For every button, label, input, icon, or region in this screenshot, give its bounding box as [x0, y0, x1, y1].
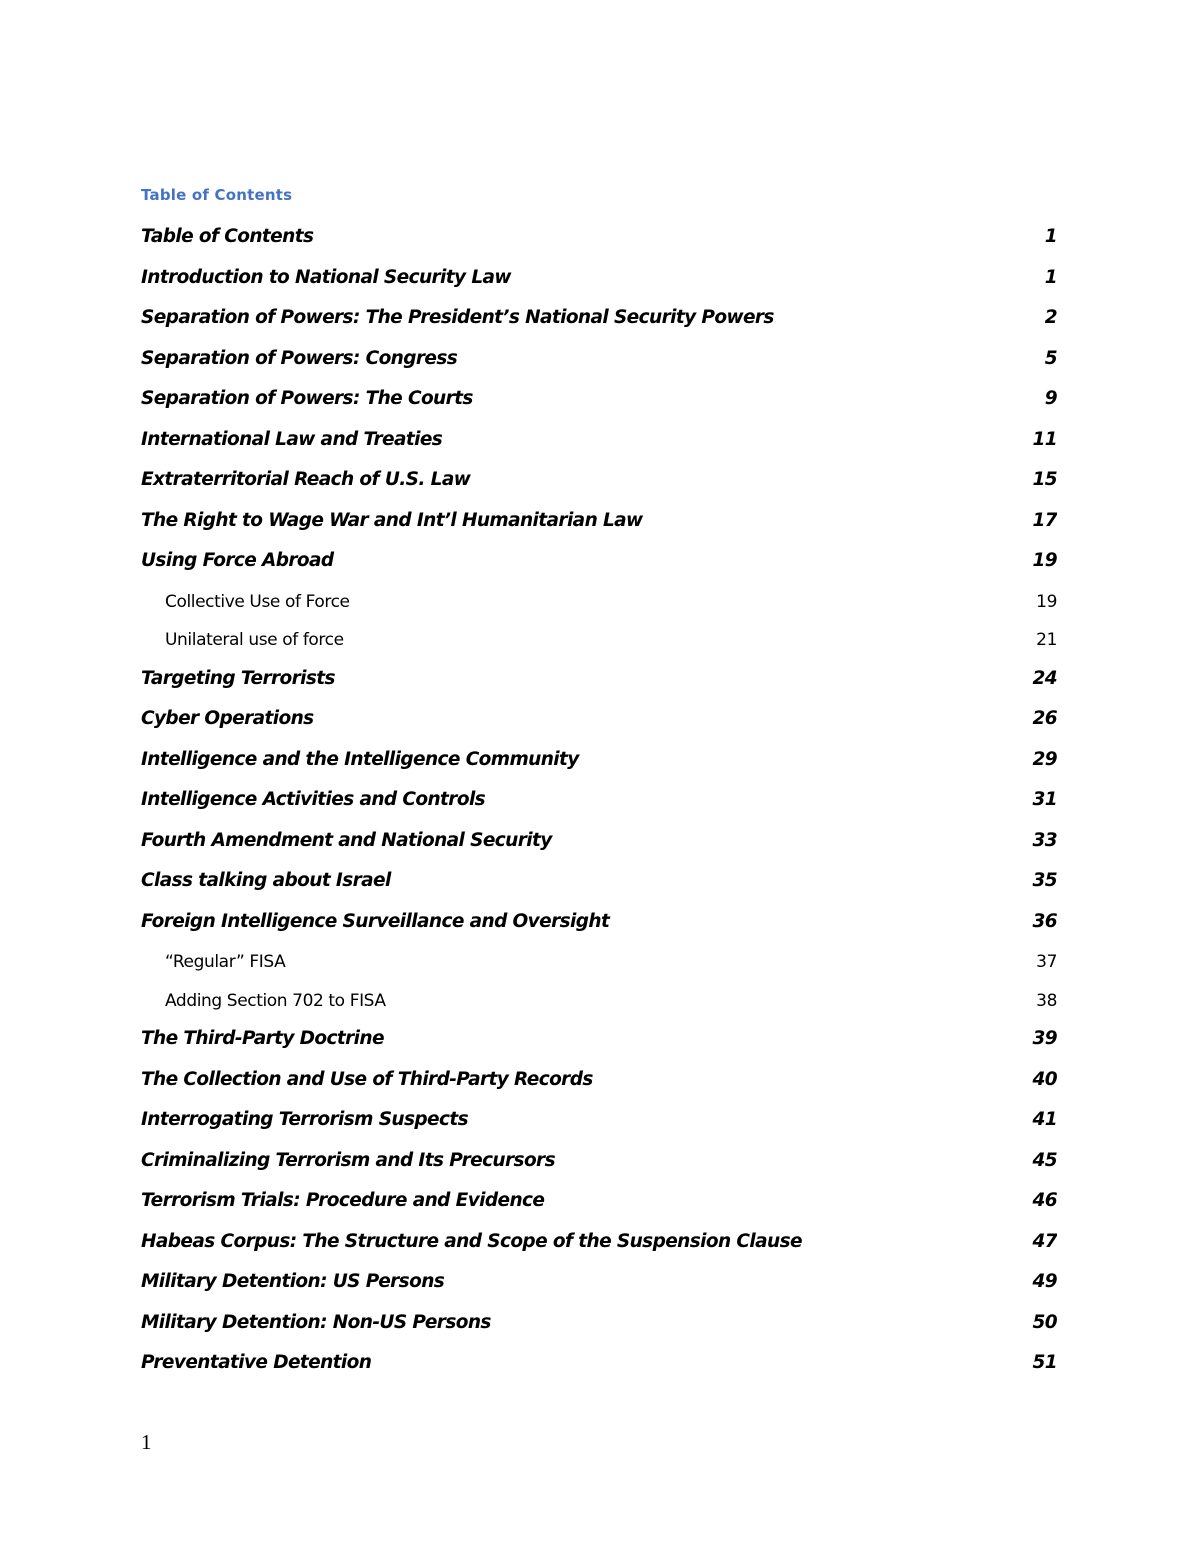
toc-entry-title[interactable]: Separation of Powers: The Courts: [141, 388, 473, 409]
toc-entry[interactable]: [141, 343, 1057, 384]
toc-entry-title[interactable]: Military Detention: US Persons: [141, 1271, 445, 1292]
toc-entry[interactable]: [141, 302, 1057, 343]
toc-entry-page-number[interactable]: 29: [1032, 748, 1057, 770]
toc-entry-page-number[interactable]: 21: [1036, 630, 1057, 650]
toc-entry-page-number[interactable]: 37: [1036, 952, 1057, 972]
toc-entry-page-number[interactable]: 33: [1032, 829, 1057, 851]
toc-entry[interactable]: [141, 505, 1057, 546]
toc-list: [141, 221, 1057, 1388]
toc-entry-page-number[interactable]: 11: [1032, 428, 1057, 450]
toc-entry[interactable]: [141, 221, 1057, 262]
toc-entry[interactable]: [141, 1347, 1057, 1388]
toc-entry[interactable]: [141, 784, 1057, 825]
toc-entry-page-number[interactable]: 38: [1036, 990, 1057, 1011]
toc-entry[interactable]: [141, 1185, 1057, 1226]
toc-entry-page-number[interactable]: 1: [1044, 226, 1057, 247]
toc-entry-title[interactable]: Introduction to National Security Law: [141, 266, 511, 288]
toc-entry[interactable]: [141, 464, 1057, 505]
toc-entry-title[interactable]: Extraterritorial Reach of U.S. Law: [141, 469, 471, 490]
toc-subentry[interactable]: [141, 624, 1057, 663]
toc-entry-title[interactable]: Criminalizing Terrorism and Its Precursors: [141, 1149, 555, 1171]
toc-subentry[interactable]: [141, 586, 1057, 625]
toc-entry-page-number[interactable]: 2: [1044, 307, 1057, 328]
toc-entry-title[interactable]: Separation of Powers: Congress: [141, 347, 458, 369]
toc-entry[interactable]: [141, 906, 1057, 947]
toc-heading: Table of Contents: [141, 186, 293, 204]
toc-entry-title[interactable]: Targeting Terrorists: [141, 667, 335, 689]
toc-entry-page-number[interactable]: 51: [1032, 1352, 1057, 1373]
toc-entry-title[interactable]: Terrorism Trials: Procedure and Evidence: [141, 1190, 545, 1211]
toc-entry-title[interactable]: Class talking about Israel: [141, 870, 391, 891]
toc-entry-title[interactable]: Habeas Corpus: The Structure and Scope of the Suspension Clause: [141, 1230, 802, 1252]
toc-entry[interactable]: [141, 1064, 1057, 1105]
toc-entry-page-number[interactable]: 40: [1032, 1068, 1057, 1090]
toc-entry-page-number[interactable]: 19: [1036, 591, 1057, 612]
toc-entry[interactable]: [141, 663, 1057, 704]
toc-entry-title[interactable]: Fourth Amendment and National Security: [141, 829, 552, 851]
toc-entry[interactable]: [141, 383, 1057, 424]
toc-entry-title[interactable]: Table of Contents: [141, 226, 314, 247]
footer-page-number: 1: [141, 1430, 152, 1454]
toc-entry-title[interactable]: Preventative Detention: [141, 1352, 372, 1373]
toc-entry-page-number[interactable]: 46: [1032, 1190, 1057, 1211]
toc-entry[interactable]: [141, 262, 1057, 303]
toc-entry[interactable]: [141, 825, 1057, 866]
toc-entry[interactable]: [141, 1145, 1057, 1186]
toc-entry[interactable]: [141, 703, 1057, 744]
toc-entry-title[interactable]: The Right to Wage War and Int’l Humanitarian Law: [141, 509, 643, 531]
toc-entry-title[interactable]: Military Detention: Non-US Persons: [141, 1311, 491, 1333]
toc-entry[interactable]: [141, 545, 1057, 586]
toc-entry-title[interactable]: The Collection and Use of Third-Party Records: [141, 1068, 593, 1090]
toc-entry-title[interactable]: Intelligence and the Intelligence Community: [141, 748, 579, 770]
toc-entry[interactable]: [141, 424, 1057, 465]
toc-entry-page-number[interactable]: 36: [1032, 910, 1057, 932]
toc-subentry[interactable]: [141, 946, 1057, 985]
toc-entry-page-number[interactable]: 24: [1032, 667, 1057, 689]
toc-entry-title[interactable]: Adding Section 702 to FISA: [165, 990, 386, 1011]
toc-entry-page-number[interactable]: 1: [1044, 266, 1057, 288]
toc-entry-title[interactable]: Separation of Powers: The President’s National Security Powers: [141, 307, 774, 328]
toc-entry-title[interactable]: Foreign Intelligence Surveillance and Oversight: [141, 910, 610, 932]
toc-entry-page-number[interactable]: 41: [1032, 1109, 1057, 1130]
toc-entry-page-number[interactable]: 15: [1032, 469, 1057, 490]
toc-entry[interactable]: [141, 1023, 1057, 1064]
toc-entry[interactable]: [141, 1104, 1057, 1145]
toc-entry-page-number[interactable]: 45: [1032, 1149, 1057, 1171]
toc-entry-page-number[interactable]: 50: [1032, 1311, 1057, 1333]
toc-entry-page-number[interactable]: 31: [1032, 789, 1057, 810]
toc-entry-page-number[interactable]: 17: [1032, 509, 1057, 531]
toc-subentry[interactable]: [141, 985, 1057, 1024]
toc-entry[interactable]: [141, 1226, 1057, 1267]
toc-entry[interactable]: [141, 744, 1057, 785]
toc-entry-title[interactable]: Interrogating Terrorism Suspects: [141, 1109, 469, 1130]
toc-entry-page-number[interactable]: 19: [1032, 550, 1057, 571]
toc-entry-title[interactable]: The Third-Party Doctrine: [141, 1028, 384, 1049]
toc-entry-page-number[interactable]: 5: [1044, 347, 1057, 369]
toc-entry-title[interactable]: International Law and Treaties: [141, 428, 443, 450]
toc-entry-page-number[interactable]: 26: [1032, 708, 1057, 729]
toc-entry-title[interactable]: Intelligence Activities and Controls: [141, 789, 486, 810]
toc-entry-page-number[interactable]: 35: [1032, 870, 1057, 891]
toc-entry-title[interactable]: “Regular” FISA: [165, 952, 286, 972]
toc-entry[interactable]: [141, 865, 1057, 906]
toc-entry-page-number[interactable]: 49: [1032, 1271, 1057, 1292]
toc-entry-page-number[interactable]: 47: [1032, 1230, 1057, 1252]
toc-entry-title[interactable]: Collective Use of Force: [165, 591, 350, 612]
toc-entry[interactable]: [141, 1307, 1057, 1348]
toc-entry-title[interactable]: Using Force Abroad: [141, 550, 334, 571]
toc-entry-title[interactable]: Unilateral use of force: [165, 630, 344, 650]
toc-entry-page-number[interactable]: 39: [1032, 1028, 1057, 1049]
toc-entry-page-number[interactable]: 9: [1044, 388, 1057, 409]
toc-entry-title[interactable]: Cyber Operations: [141, 708, 314, 729]
toc-entry[interactable]: [141, 1266, 1057, 1307]
